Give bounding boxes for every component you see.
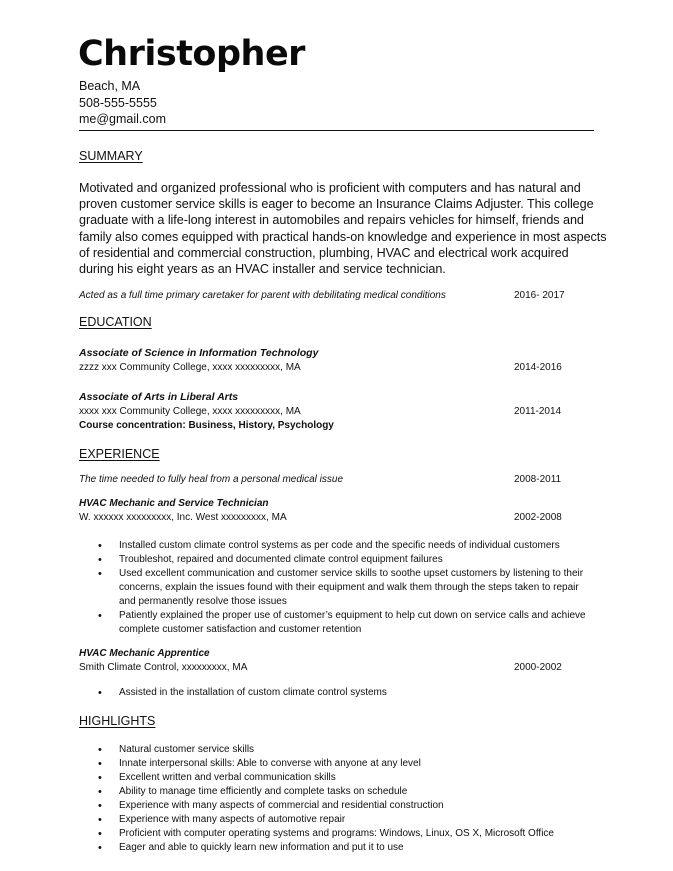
- list-item: • Proficient with computer operating systems and programs: Windows, Linux, OS X, Microsoft Office: [98, 827, 598, 841]
- degree-dates: 2014-2016: [514, 362, 562, 373]
- job-dates: 2000-2002: [514, 662, 562, 673]
- summary-line: of residential and commercial construction, plumbing, HVAC and electrical work acquired: [79, 245, 569, 260]
- summary-line: proven customer service skills is eager to become an Insurance Claims Adjuster. This college: [79, 197, 594, 212]
- summary-heading: SUMMARY: [79, 149, 143, 163]
- summary-line: family also comes equipped with practical hands-on knowledge and experience in most aspects: [79, 229, 607, 244]
- course-concentration: Course concentration: Business, History, Psychology: [79, 420, 334, 431]
- school-name: xxxx xxx Community College, xxxx xxxxxxxxx, MA: [79, 406, 301, 417]
- list-item: • Natural customer service skills: [98, 743, 598, 757]
- summary-line: graduate with a life-long interest in automobiles and repairs vehicles for himself, friends and: [79, 213, 584, 228]
- degree-title: Associate of Arts in Liberal Arts: [79, 391, 239, 403]
- list-item: • Innate interpersonal skills: Able to converse with anyone at any level: [98, 757, 598, 771]
- degree-title: Associate of Science in Information Technology: [79, 347, 319, 359]
- list-item: • Ability to manage time efficiently and complete tasks on schedule: [98, 785, 598, 799]
- list-item: • Used excellent communication and customer service skills to soothe upset customers by listening to their concerns, explain the issues found with their equipment and walk them through the steps taken to repair and permanently resolve those issues: [98, 567, 589, 609]
- gap-note: The time needed to fully heal from a personal medical issue: [79, 474, 344, 485]
- header-divider: [79, 130, 594, 131]
- list-item: • Excellent written and verbal communication skills: [98, 771, 598, 785]
- job-duties-list: [98, 539, 598, 637]
- list-item: • Installed custom climate control systems as per code and the specific needs of individual customers: [98, 539, 598, 553]
- gap-dates: 2008-2011: [514, 474, 562, 485]
- summary-line: during his eight years as an HVAC installer and service technician.: [79, 262, 446, 277]
- education-heading: EDUCATION: [79, 315, 152, 329]
- summary-paragraph: [79, 180, 607, 277]
- highlights-heading: HIGHLIGHTS: [79, 714, 156, 728]
- list-item: • Experience with many aspects of automotive repair: [98, 813, 598, 827]
- job-dates: 2002-2008: [514, 512, 562, 523]
- degree-dates: 2011-2014: [514, 406, 562, 417]
- school-name: zzzz xxx Community College, xxxx xxxxxxxxx, MA: [79, 362, 301, 373]
- list-item: • Patiently explained the proper use of customer’s equipment to help cut down on service calls and achieve complete customer satisfaction and customer retention: [98, 609, 589, 637]
- highlights-list: [98, 743, 598, 855]
- job-title: HVAC Mechanic Apprentice: [79, 648, 210, 659]
- experience-heading: EXPERIENCE: [79, 447, 160, 461]
- job-employer: W. xxxxxx xxxxxxxxx, Inc. West xxxxxxxxx, MA: [79, 512, 287, 523]
- contact-email[interactable]: me@gmail.com: [79, 112, 167, 126]
- caretaker-dates: 2016- 2017: [514, 290, 565, 301]
- contact-phone: 508-555-5555: [79, 96, 157, 110]
- candidate-name: Christopher: [78, 34, 305, 74]
- list-item: • Eager and able to quickly learn new information and put it to use: [98, 841, 598, 855]
- job-duties-list: [98, 686, 598, 700]
- list-item: • Troubleshot, repaired and documented climate control equipment failures: [98, 553, 598, 567]
- contact-location: Beach, MA: [79, 79, 141, 93]
- caretaker-note: Acted as a full time primary caretaker for parent with debilitating medical conditions: [79, 290, 446, 301]
- job-employer: Smith Climate Control, xxxxxxxxx, MA: [79, 662, 248, 673]
- summary-line: Motivated and organized professional who is proficient with computers and has natural and: [79, 181, 581, 195]
- job-title: HVAC Mechanic and Service Technician: [79, 498, 269, 509]
- list-item: • Assisted in the installation of custom climate control systems: [98, 686, 598, 700]
- list-item: • Experience with many aspects of commercial and residential construction: [98, 799, 598, 813]
